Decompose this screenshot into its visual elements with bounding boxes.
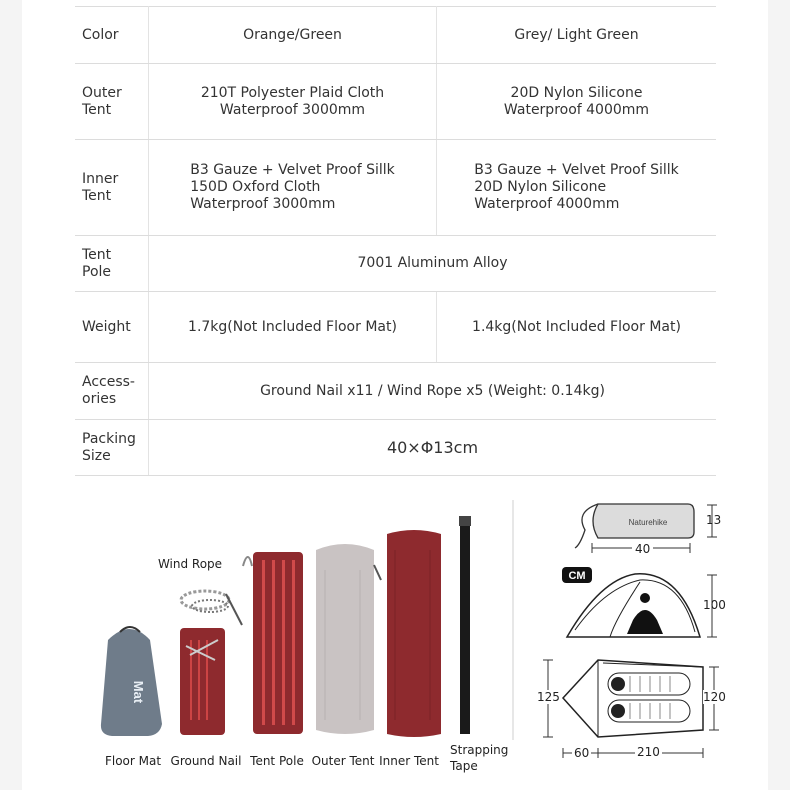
mat-print: Mat bbox=[131, 680, 146, 704]
spec-value-a: 1.7kg(Not Included Floor Mat) bbox=[149, 292, 437, 363]
spec-value: Ground Nail x11 / Wind Rope x5 (Weight: 0.14kg) bbox=[149, 363, 717, 420]
tent-pole-illustration bbox=[243, 552, 303, 734]
caption-ground-nail: Ground Nail bbox=[170, 754, 242, 768]
wind-rope-illustration bbox=[181, 591, 242, 625]
dim-floor-length: 210 bbox=[637, 745, 660, 759]
unit-badge[interactable]: CM bbox=[568, 570, 586, 582]
dim-bag-diameter: 13 bbox=[706, 513, 722, 527]
spec-value-a: 210T Polyester Plaid Cloth Waterproof 3000mm bbox=[200, 84, 385, 118]
spec-label: Inner Tent bbox=[75, 140, 149, 236]
caption-inner-tent: Inner Tent bbox=[379, 754, 439, 768]
strapping-tape-illustration bbox=[459, 516, 471, 734]
spec-value-b: B3 Gauze + Velvet Proof Sillk 20D Nylon Silicone Waterproof 4000mm bbox=[474, 162, 679, 212]
spec-label: Outer Tent bbox=[75, 64, 149, 140]
spec-label: Packing Size bbox=[75, 420, 149, 476]
spec-value-a: B3 Gauze + Velvet Proof Sillk 150D Oxford Cloth Waterproof 3000mm bbox=[190, 162, 395, 212]
dim-tent-height: 100 bbox=[703, 598, 726, 612]
dim-bag-length: 40 bbox=[632, 542, 653, 556]
caption-outer-tent: Outer Tent bbox=[311, 754, 375, 768]
caption-tent-pole: Tent Pole bbox=[250, 754, 304, 768]
spec-value-b: 20D Nylon Silicone Waterproof 4000mm bbox=[503, 84, 650, 118]
dim-floor-width-right: 120 bbox=[703, 690, 726, 704]
spec-label: Access- ories bbox=[75, 363, 149, 420]
spec-value-a: Orange/Green bbox=[149, 7, 437, 64]
spec-value-b: Grey/ Light Green bbox=[437, 7, 717, 64]
spec-label: Color bbox=[75, 7, 149, 64]
floor-plan-diagram bbox=[543, 660, 719, 758]
spec-label: Weight bbox=[75, 292, 149, 363]
caption-floor-mat: Floor Mat bbox=[104, 754, 162, 768]
inner-tent-illustration bbox=[387, 530, 441, 737]
spec-value: 7001 Aluminum Alloy bbox=[149, 236, 717, 292]
ground-nail-illustration bbox=[180, 628, 225, 735]
caption-strapping-tape: Strapping Tape bbox=[450, 743, 509, 773]
wind-rope-caption: Wind Rope bbox=[157, 557, 223, 571]
tent-height-diagram bbox=[562, 567, 717, 637]
outer-tent-illustration bbox=[316, 544, 381, 734]
floor-mat-illustration bbox=[101, 627, 162, 736]
spec-value: 40×Φ13cm bbox=[149, 420, 717, 476]
spec-label: Tent Pole bbox=[75, 236, 149, 292]
dim-vestibule: 60 bbox=[574, 746, 590, 760]
bag-brand-print: Naturehike bbox=[628, 518, 668, 527]
dim-floor-width-left: 125 bbox=[537, 690, 560, 704]
spec-value-b: 1.4kg(Not Included Floor Mat) bbox=[437, 292, 717, 363]
